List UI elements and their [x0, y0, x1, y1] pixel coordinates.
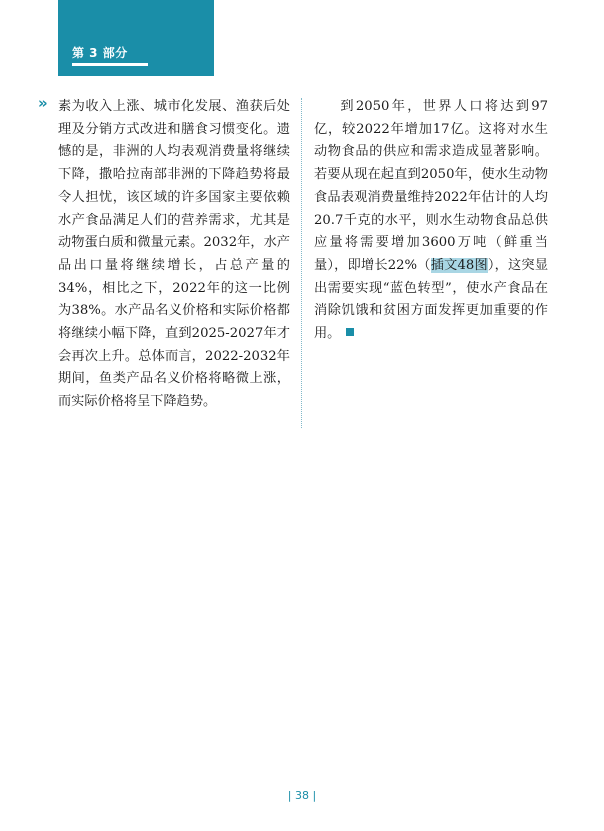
left-paragraph: 素为收入上涨、城市化发展、渔获后处理及分销方式改进和膳食习惯变化。遗憾的是，非洲的人均表观消费量将继续下降，撒哈拉南部非洲的下降趋势将最令人担忧，该区域的许多国家主要依赖水产食品满足人们的营养需求，尤其是动物蛋白质和微量元素。2032年，水产品出口量将继续增长，占总产量的34%，相比之下，2022年的这一比例为38%。水产品名义价格和实际价格都将继续小幅下降，直到2025-2027年才会再次上升。总体而言，2022-2032年期间，鱼类产品名义价格将略微上涨，而实际价格将呈下降趋势。 — [58, 99, 290, 410]
double-chevron-right-icon: » — [38, 94, 48, 112]
page-number: | 38 | — [287, 789, 317, 802]
part-underline — [72, 63, 148, 66]
right-text-before: 到2050年，世界人口将达到97亿，较2022年增加17亿。这将对水生动物食品的供应和需求造成显著影响。若要从现在起直到2050年，使水生动物食品表观消费量维持2022年估计的人均20.7千克的水平，则水生动物食品总供应量将需要增加3600万吨（鲜重当量），即增长22%（ — [314, 99, 548, 273]
square-end-mark-icon — [346, 328, 354, 336]
left-column — [58, 96, 290, 414]
right-text-after: ），这突显出需要实现“蓝色转型”，使水产食品在消除饥饿和贫困方面发挥更加重要的作用。 — [314, 257, 549, 342]
right-paragraph — [314, 96, 548, 346]
figure-link[interactable]: 插文48图 — [430, 257, 488, 273]
part-label: 第 3 部分 — [72, 46, 128, 60]
column-divider — [301, 98, 302, 428]
right-column — [314, 96, 548, 346]
